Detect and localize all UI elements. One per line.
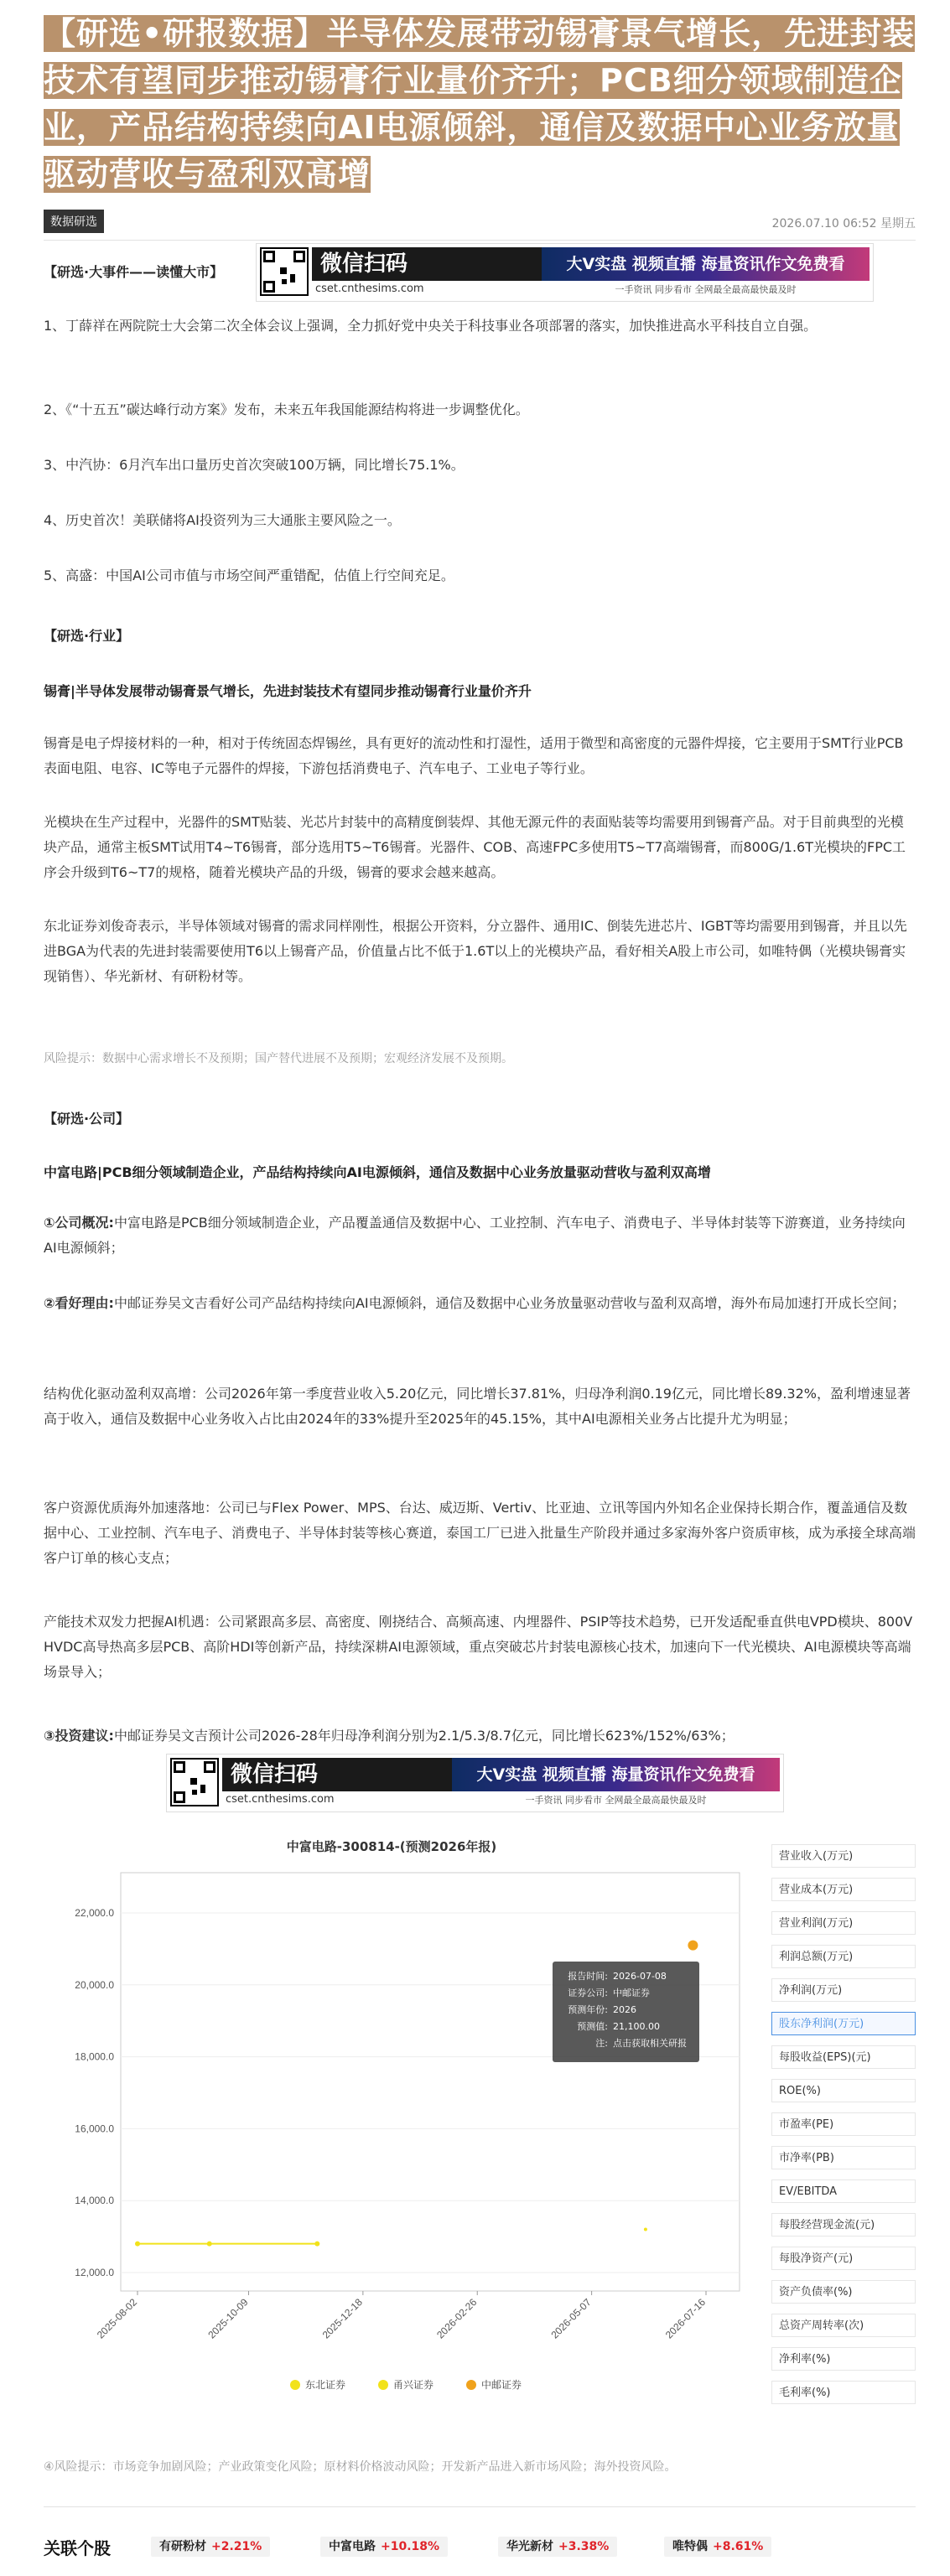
- ad-banner-sub: 一手资讯 同步看市 全网最全最高最快最及时: [615, 284, 797, 295]
- tooltip-value: 21,100.00: [613, 2021, 660, 2032]
- tooltip-value: 2026: [613, 2004, 636, 2015]
- tooltip-key: 预测年份:: [568, 2004, 608, 2015]
- metric-menu-item[interactable]: 净利率(%): [771, 2347, 916, 2371]
- metric-menu-item[interactable]: 营业利润(万元): [771, 1911, 916, 1935]
- tooltip-row: [561, 2002, 691, 2019]
- tooltip-row: [561, 1968, 691, 1985]
- event-item: 2、《“十五五”碳达峰行动方案》发布，未来五年我国能源结构将进一步调整优化。: [44, 402, 529, 417]
- event-item: 4、历史首次！美联储将AI投资列为三大通胀主要风险之一。: [44, 512, 401, 528]
- chart-title: 中富电路-300814-(预测2026年报): [286, 1839, 497, 1854]
- industry-paragraph: 光模块在生产过程中，光器件的SMT贴装、光芯片封装中的高精度倒装焊、其他无源元件的表面贴装等均需要用到锡膏产品。对于目前典型的光模块产品，通常主板SMT试用T4~T6锡膏，部分选用T5~T6锡膏。光器件、COB、高速FPC多使用T5~T7高端锡膏，而800G/1.6T光模块的FPC工序会升级到T6~T7的规格，随着光模块产品的升级，锡膏的要求会越来越高。: [44, 814, 906, 880]
- article-meta: [44, 210, 916, 235]
- qr-code-icon: [260, 247, 309, 296]
- x-tick-label: 2026-02-26: [434, 2296, 480, 2341]
- ad-banner-middle[interactable]: [166, 1754, 784, 1812]
- data-point: [135, 2242, 140, 2247]
- legend-marker: [290, 2380, 300, 2390]
- industry-risk: 风险提示：数据中心需求增长不及预期；国产替代进展不及预期；宏观经济发展不及预期。: [44, 1052, 513, 1065]
- wechat-label: 微信扫码: [222, 1758, 457, 1791]
- wechat-label: 微信扫码: [312, 247, 547, 281]
- x-tick-label: 2025-10-09: [205, 2296, 251, 2341]
- x-tick-label: 2025-08-02: [94, 2296, 140, 2341]
- company-paragraph: 结构优化驱动盈利双高增：公司2026年第一季度营业收入5.20亿元，同比增长37.81%，归母净利润0.19亿元，同比增长89.32%，盈利增速显著高于收入，通信及数据中心业务收入占比由2024年的33%提升至2025年的45.15%，其中AI电源相关业务占比提升尤为明显；: [44, 1386, 911, 1427]
- data-point: [314, 2242, 319, 2247]
- forecast-chart: [44, 1834, 916, 2446]
- legend-label: 甬兴证券: [393, 2379, 434, 2391]
- stock-chip[interactable]: 华光新材 +3.38%: [498, 2537, 617, 2557]
- metric-menu-item[interactable]: 营业收入(万元): [771, 1844, 916, 1868]
- divider: [44, 240, 916, 241]
- event-item: 5、高盛：中国AI公司市值与市场空间严重错配，估值上行空间充足。: [44, 568, 454, 583]
- company-heading: 【研选·公司】: [44, 1111, 130, 1127]
- x-tick-label: 2025-12-18: [319, 2296, 365, 2341]
- ad-banner-text: 大V实盘 视频直播 海量资讯作文免费看: [542, 247, 870, 281]
- ad-url: cset.cnthesims.com: [226, 1793, 335, 1806]
- metric-menu-item[interactable]: 毛利率(%): [771, 2381, 916, 2404]
- advice-label: ③投资建议:: [44, 1728, 114, 1744]
- company-advice: [44, 1723, 916, 1749]
- article-title: [44, 10, 916, 198]
- metric-menu-item[interactable]: 市净率(PB): [771, 2146, 916, 2169]
- y-tick-label: 20,000.0: [75, 1978, 114, 1991]
- ad-banner-sub: 一手资讯 同步看市 全网最全最高最快最及时: [525, 1795, 707, 1806]
- overview-text: 中富电路是PCB细分领域制造企业，产品覆盖通信及数据中心、工业控制、汽车电子、消费电子、半导体封装等下游赛道，业务持续向AI电源倾斜；: [44, 1215, 906, 1256]
- tooltip-row: [561, 1985, 691, 2002]
- stock-chip[interactable]: 有研粉材 +2.21%: [151, 2537, 270, 2557]
- divider: [44, 2506, 916, 2507]
- legend-marker: [466, 2380, 476, 2390]
- x-tick-label: 2026-05-07: [548, 2296, 594, 2341]
- event-item: 1、丁薛祥在两院院士大会第二次全体会议上强调，全力抓好党中央关于科技事业各项部署的落实，加快推进高水平科技自立自强。: [44, 318, 818, 334]
- tooltip-value: 2026-07-08: [613, 1971, 667, 1982]
- company-subtitle: 中富电路|PCB细分领域制造企业，产品结构持续向AI电源倾斜，通信及数据中心业务放量驱动营收与盈利双高增: [44, 1164, 711, 1180]
- ad-banner-text: 大V实盘 视频直播 海量资讯作文免费看: [452, 1758, 780, 1791]
- legend-marker: [378, 2380, 388, 2390]
- tooltip-key: 报告时间:: [568, 1971, 608, 1982]
- publish-date: 2026.07.10 06:52 星期五: [771, 217, 916, 231]
- metric-menu-item[interactable]: 市盈率(PE): [771, 2112, 916, 2136]
- metric-menu-item[interactable]: 每股收益(EPS)(元): [771, 2045, 916, 2069]
- tooltip-row: [561, 2019, 691, 2035]
- tooltip-key: 注:: [595, 2038, 608, 2049]
- category-tag[interactable]: 数据研选: [44, 210, 104, 233]
- event-item: 3、中汽协：6月汽车出口量历史首次突破100万辆，同比增长75.1%。: [44, 457, 465, 473]
- metric-menu-item[interactable]: ROE(%): [771, 2079, 916, 2102]
- stock-chip[interactable]: 唯特偶 +8.61%: [664, 2537, 771, 2557]
- advice-text: 中邮证券吴文吉预计公司2026-28年归母净利润分别为2.1/5.3/8.7亿元，同比增长623%/152%/63%；: [113, 1728, 735, 1744]
- tooltip-value: 点击获取相关研报: [613, 2038, 687, 2049]
- tooltip-key: 预测值:: [577, 2021, 608, 2032]
- tooltip-row: [561, 2035, 691, 2052]
- tooltip-key: 证券公司:: [568, 1988, 608, 1998]
- overview-label: ①公司概况:: [44, 1215, 114, 1231]
- metric-menu-item[interactable]: 每股经营现金流(元): [771, 2213, 916, 2237]
- industry-subtitle: 锡膏|半导体发展带动锡膏景气增长，先进封装技术有望同步推动锡膏行业量价齐升: [44, 683, 532, 699]
- related-stocks-label: 关联个股: [44, 2538, 111, 2558]
- metric-menu-item[interactable]: 资产负债率(%): [771, 2280, 916, 2304]
- metric-menu-item[interactable]: 净利润(万元): [771, 1978, 916, 2002]
- stock-chip[interactable]: 中富电路 +10.18%: [320, 2537, 448, 2557]
- metric-menu-item[interactable]: 利润总额(万元): [771, 1945, 916, 1968]
- related-stocks: [44, 2532, 916, 2562]
- industry-paragraph: 东北证券刘俊奇表示，半导体领域对锡膏的需求同样刚性，根据公开资料，分立器件、通用IC、倒装先进芯片、IGBT等均需要用到锡膏，并且以先进BGA为代表的先进封装需要使用T6以上锡膏产品，价值量占比不低于1.6T以上的光模块产品，看好相关A股上市公司，如唯特偶（光模块锡膏实现销售）、华光新材、有研粉材等。: [44, 918, 907, 984]
- x-tick-label: 2026-07-16: [662, 2296, 709, 2341]
- industry-paragraph: 锡膏是电子焊接材料的一种，相对于传统固态焊锡丝，具有更好的流动性和打湿性，适用于微型和高密度的元器件焊接，它主要用于SMT行业PCB表面电阻、电容、IC等电子元器件的焊接，下游包括消费电子、汽车电子、工业电子等行业。: [44, 735, 904, 776]
- legend-label: 中邮证券: [481, 2379, 522, 2391]
- metric-menu-item[interactable]: 总资产周转率(次): [771, 2314, 916, 2337]
- company-risk: ④风险提示：市场竞争加剧风险；产业政策变化风险；原材料价格波动风险；开发新产品进入新市场风险；海外投资风险。: [44, 2460, 677, 2474]
- tooltip-value: 中邮证券: [613, 1988, 650, 1998]
- legend-label: 东北证券: [305, 2379, 346, 2391]
- data-point: [207, 2242, 212, 2247]
- y-tick-label: 22,000.0: [75, 1907, 114, 1919]
- metric-menu-item[interactable]: 股东净利润(万元): [771, 2012, 916, 2035]
- reason-label: ②看好理由:: [44, 1295, 114, 1311]
- company-reason: [44, 1291, 916, 1316]
- ad-url: cset.cnthesims.com: [315, 282, 424, 295]
- reason-text: 中邮证券吴文吉看好公司产品结构持续向AI电源倾斜，通信及数据中心业务放量驱动营收与盈利双高增，海外布局加速打开成长空间；: [113, 1295, 906, 1311]
- metric-menu-item[interactable]: 营业成本(万元): [771, 1878, 916, 1901]
- chart-svg: [44, 1834, 765, 2446]
- industry-heading: 【研选·行业】: [44, 628, 130, 644]
- chart-tooltip: [553, 1962, 699, 2062]
- data-point: [688, 1941, 698, 1951]
- data-point: [644, 2228, 647, 2231]
- company-paragraph: 客户资源优质海外加速落地：公司已与Flex Power、MPS、台达、威迈斯、Vertiv、比亚迪、立讯等国内外知名企业保持长期合作，覆盖通信及数据中心、工业控制、汽车电子、消费电子、半导体封装等核心赛道，泰国工厂已进入批量生产阶段并通过多家海外客户资质审核，成为承接全球高端客户订单的核心支点；: [44, 1500, 916, 1566]
- y-tick-label: 16,000.0: [75, 2122, 114, 2135]
- events-heading: 【研选·大事件——读懂大市】: [44, 264, 224, 280]
- y-tick-label: 18,000.0: [75, 2050, 114, 2063]
- metric-menu: [771, 1844, 916, 2414]
- y-tick-label: 14,000.0: [75, 2195, 114, 2207]
- metric-menu-item[interactable]: 每股净资产(元): [771, 2247, 916, 2270]
- title-text: 【研选•研报数据】半导体发展带动锡膏景气增长，先进封装技术有望同步推动锡膏行业量价齐升；PCB细分领域制造企业，产品结构持续向AI电源倾斜，通信及数据中心业务放量驱动营收与盈利双高增: [44, 15, 916, 193]
- metric-menu-item[interactable]: EV/EBITDA: [771, 2179, 916, 2203]
- y-tick-label: 12,000.0: [75, 2267, 114, 2278]
- company-paragraph: 产能技术双发力把握AI机遇：公司紧跟高多层、高密度、刚挠结合、高频高速、内埋器件、PSIP等技术趋势，已开发适配垂直供电VPD模块、800V HVDC高导热高多层PCB、高阶HDI等创新产品，持续深耕AI电源领域，重点突破芯片封装电源核心技术，加速向下一代光模块、AI电源模块等高端场景导入；: [44, 1614, 913, 1680]
- ad-banner-top[interactable]: [256, 243, 874, 302]
- company-overview: [44, 1210, 916, 1261]
- qr-code-icon: [170, 1758, 219, 1806]
